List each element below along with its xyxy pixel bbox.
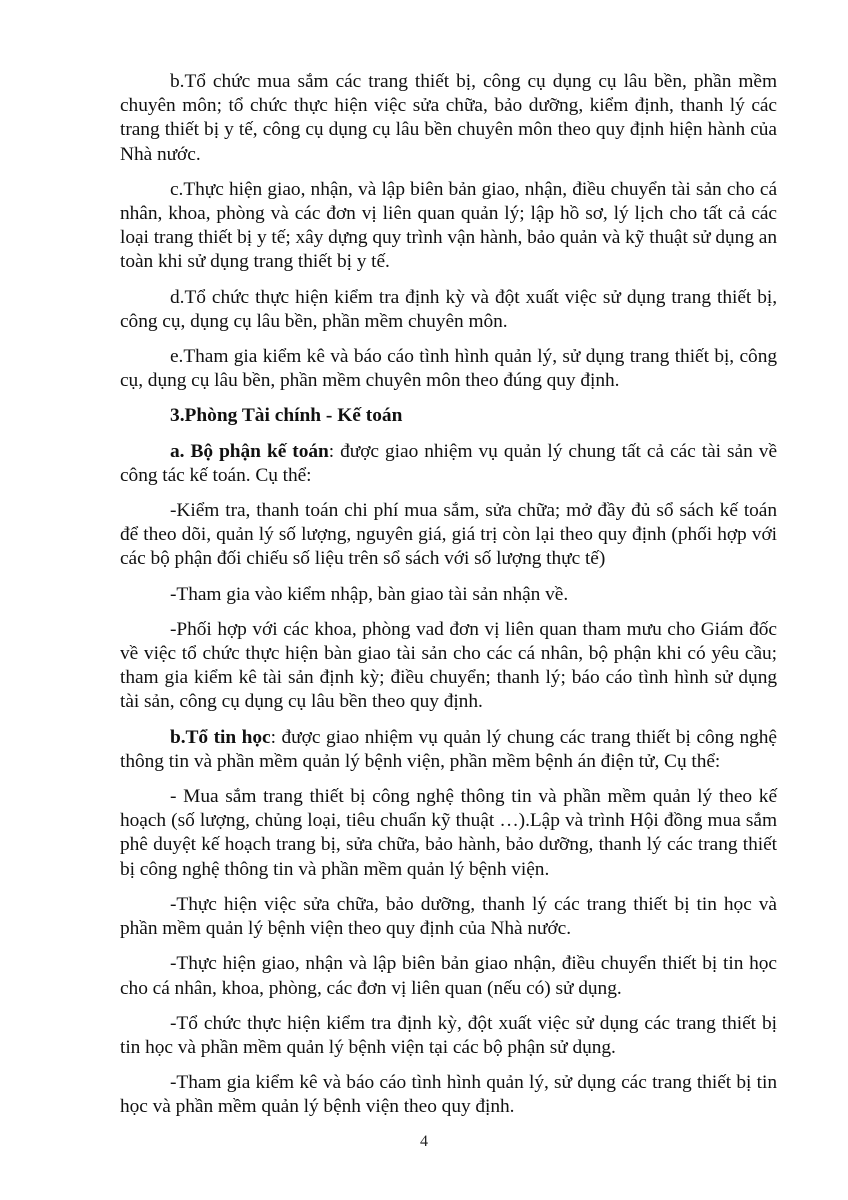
paragraph-text: d.Tổ chức thực hiện kiểm tra định kỳ và đột xuất việc sử dụng trang thiết bị, công cụ, dụng cụ lâu bền, phần mềm chuyên môn. <box>120 286 777 332</box>
paragraph-accounting-receive <box>120 583 777 607</box>
paragraph-it-handover <box>120 952 777 1000</box>
heading-text: 3.Phòng Tài chính - Kế toán <box>170 405 403 427</box>
paragraph-text: c.Thực hiện giao, nhận, và lập biên bản giao, nhận, điều chuyển tài sản cho cá nhân, khoa, phòng và các đơn vị liên quan quản lý; lập hồ sơ, lý lịch cho tất cả các loại trang thiết bị y tế; xây dựng quy trình vận hành, bảo quản và kỹ thuật sử dụng an toàn khi sử dụng trang thiết bị y tế. <box>120 178 777 273</box>
paragraph-text: -Tham gia vào kiểm nhập, bàn giao tài sản nhận về. <box>170 583 569 605</box>
paragraph-text: -Thực hiện giao, nhận và lập biên bản giao nhận, điều chuyển thiết bị tin học cho cá nhân, khoa, phòng, các đơn vị liên quan (nếu có) sử dụng. <box>120 953 777 999</box>
paragraph-text: -Tham gia kiểm kê và báo cáo tình hình quản lý, sử dụng các trang thiết bị tin học và phần mềm quản lý bệnh viện theo quy định. <box>120 1072 777 1118</box>
paragraph-e-inventory <box>120 345 777 393</box>
paragraph-text: b.Tổ chức mua sắm các trang thiết bị, công cụ dụng cụ lâu bền, phần mềm chuyên môn; tổ chức thực hiện việc sửa chữa, bảo dưỡng, kiểm định, thanh lý các trang thiết bị y tế, công cụ dụng cụ lâu bền chuyên môn theo quy định hiện hành của Nhà nước. <box>120 71 777 165</box>
paragraph-b-procurement <box>120 70 777 167</box>
paragraph-text: -Phối hợp với các khoa, phòng vad đơn vị liên quan tham mưu cho Giám đốc về việc tổ chức thực hiện bàn giao tài sản cho các cá nhân, bộ phận khi có yêu cầu; tham gia kiểm kê tài sản định kỳ; điều chuyển; thanh lý; báo cáo tình hình sử dụng tài sản, công cụ dụng cụ lâu bền theo quy định. <box>120 618 777 713</box>
document-body <box>120 70 777 1131</box>
paragraph-text: e.Tham gia kiểm kê và báo cáo tình hình quản lý, sử dụng trang thiết bị, công cụ, dụng cụ lâu bền, phần mềm chuyên môn theo đúng quy định. <box>120 346 777 392</box>
section-heading-finance-accounting <box>120 404 777 428</box>
paragraph-text: -Tổ chức thực hiện kiểm tra định kỳ, đột xuất việc sử dụng các trang thiết bị tin học và phần mềm quản lý bệnh viện tại các bộ phận sử dụng. <box>120 1012 777 1058</box>
paragraph-accounting-check <box>120 499 777 572</box>
page-number: 4 <box>420 1133 428 1150</box>
paragraph-it-procurement <box>120 785 777 882</box>
paragraph-text: -Thực hiện việc sửa chữa, bảo dưỡng, thanh lý các trang thiết bị tin học và phần mềm quản lý bệnh viện theo quy định của Nhà nước. <box>120 893 777 940</box>
paragraph-text: : được giao nhiệm vụ quản lý chung tất cả các tài sản về công tác kế toán. Cụ thể: <box>120 440 777 486</box>
paragraph-text: -Kiểm tra, thanh toán chi phí mua sắm, sửa chữa; mở đầy đủ sổ sách kế toán để theo dõi, quản lý số lượng, nguyên giá, giá trị còn lại theo quy định (phối hợp với các bộ phận đối chiếu số liệu trên sổ sách với số lượng thực tế) <box>120 500 777 570</box>
paragraph-d-inspection <box>120 286 777 334</box>
paragraph-text: - Mua sắm trang thiết bị công nghệ thông tin và phần mềm quản lý theo kế hoạch (số lượng, chủng loại, tiêu chuẩn kỹ thuật …).Lập và trình Hội đồng mua sắm phê duyệt kế hoạch trang bị, sửa chữa, bảo hành, bảo dưỡng, thanh lý các trang thiết bị công nghệ thông tin và phần mềm quản lý bệnh viện. <box>120 786 777 880</box>
paragraph-it-inventory <box>120 1071 777 1119</box>
paragraph-lead: b.Tổ tin học <box>170 726 271 748</box>
paragraph-it-repair <box>120 893 777 941</box>
paragraph-c-handover <box>120 178 777 275</box>
paragraph-it-inspection <box>120 1012 777 1060</box>
paragraph-a-accounting-unit <box>120 440 777 488</box>
paragraph-accounting-coordinate <box>120 618 777 715</box>
paragraph-lead: a. Bộ phận kế toán <box>170 440 329 462</box>
paragraph-text: : được giao nhiệm vụ quản lý chung các trang thiết bị công nghệ thông tin và phần mềm quản lý bệnh viện, phần mềm bệnh án điện tử, Cụ thể: <box>120 726 777 772</box>
paragraph-b-it-team <box>120 726 777 774</box>
